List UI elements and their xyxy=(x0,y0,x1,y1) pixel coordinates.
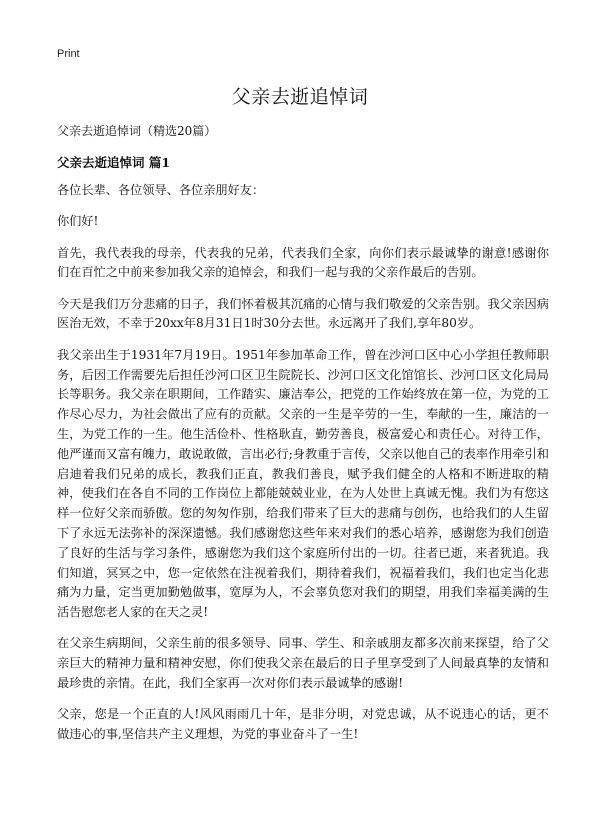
page-title: 父亲去逝追悼词 xyxy=(231,86,369,108)
paragraph-hello: 你们好! xyxy=(57,214,99,229)
paragraph-greeting: 各位长辈、各位领导、各位亲朋好友： xyxy=(57,183,265,197)
paragraph-illness: 在父亲生病期间，父亲生前的很多领导、同事、学生、和亲戚朋友都多次前来探望，给了父亲巨大的精神力量和精神安慰，你们使我父亲在最后的日子里享受到了人间最真挚的友情和最珍贵的亲情。在此，我们全家再一次对你们表示最诚挚的感谢! xyxy=(57,636,549,691)
document-subtitle: 父亲去逝追悼词（精选20篇） xyxy=(57,124,217,138)
document-body xyxy=(57,181,549,756)
print-link[interactable]: Print xyxy=(57,48,80,60)
paragraph-tribute: 父亲，您是一个正直的人!风风雨雨几十年，是非分明，对党忠诚，从不说违心的话，更不做违心的事,坚信共产主义理想，为党的事业奋斗了一生! xyxy=(57,707,549,742)
section-heading: 父亲去逝追悼词 篇1 xyxy=(57,155,171,170)
paragraph-biography: 我父亲出生于1931年7月19日。1951年参加革命工作，曾在沙河口区中心小学担任教师职务，后因工作需要先后担任沙河口区卫生院院长、沙河口区文化馆馆长、沙河口区文化局局长等职务。我父亲在职期间，工作踏实、廉洁奉公，把党的工作始终放在第一位，为党的工作尽心尽力，为社会做出了应有的贡献。父亲的一生是辛劳的一生，奉献的一生，廉洁的一生，为党工作的一生。他生活俭朴、性格耿直，勤劳善良，极富爱心和责任心。对待工作，他严谨而又富有魄力，敢说敢做，言出必行;身教重于言传，父亲以他自己的表率作用牵引和启迪着我们兄弟的成长，教我们正直，教我们善良，赋予我们健全的人格和不断进取的精神，使我们在各自不同的工作岗位上都能兢兢业业，在为人处世上真诚无愧。我们为有您这样一位好父亲而骄傲。您的匆匆作别，给我们带来了巨大的悲痛与创伤，也给我们的人生留下了永远无法弥补的深深遗憾。我们感谢您这些年来对我们的悉心培养，感谢您为我们创造了良好的生活与学习条件，感谢您为我们这个家庭所付出的一切。往者已逝，来者犹追。我们知道，冥冥之中，您一定依然在注视着我们，期待着我们，祝福着我们，我们也定当化悲痛为力量，定当更加勤勉做事，宽厚为人，不会辜负您对我们的期望，用我们幸福美满的生活告慰您老人家的在天之灵! xyxy=(57,347,549,620)
paragraph-farewell: 今天是我们万分悲痛的日子，我们怀着极其沉痛的心情与我们敬爱的父亲告别。我父亲因病医治无效，不幸于20xx年8月31日1时30分去世。永远离开了我们,享年80岁。 xyxy=(57,296,549,331)
paragraph-thanks: 首先，我代表我的母亲，代表我的兄弟，代表我们全家，向你们表示最诚挚的谢意!感谢你们在百忙之中前来参加我父亲的追悼会，和我们一起与我的父亲作最后的告别。 xyxy=(57,245,549,280)
